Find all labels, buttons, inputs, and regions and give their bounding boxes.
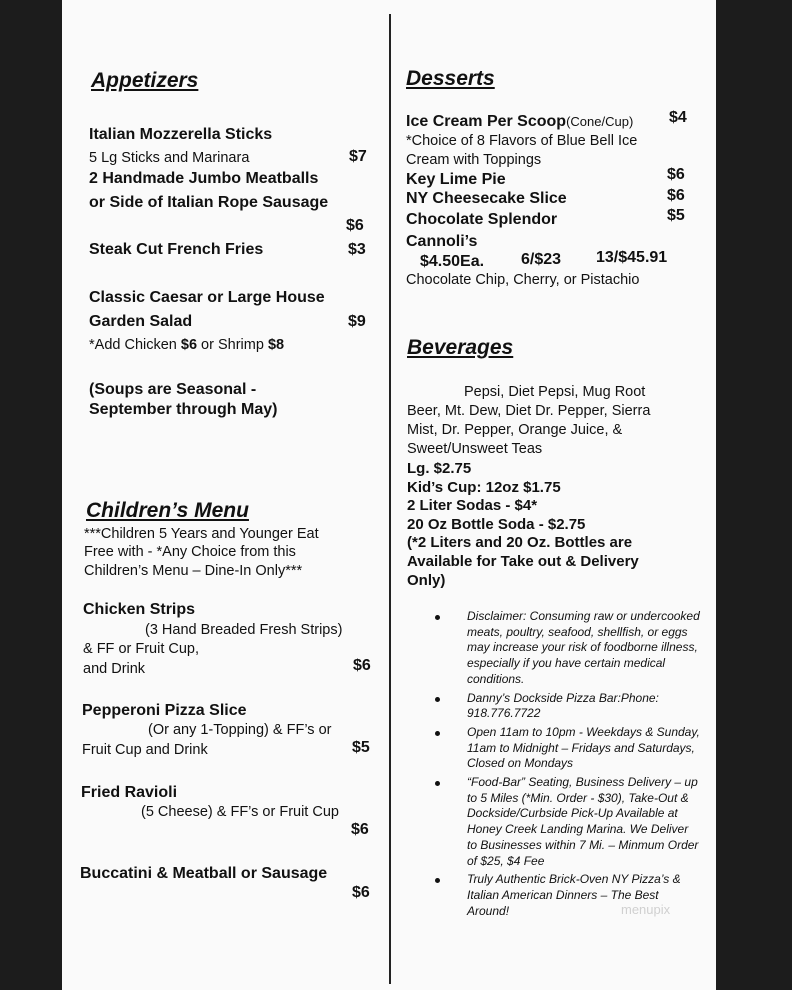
beverages-heading: Beverages: [407, 336, 514, 359]
chocolate-splendor-name: Chocolate Splendor: [406, 211, 558, 228]
salad-addons: [89, 337, 284, 353]
meatballs-price: $6: [346, 217, 364, 234]
cannoli-price-thirteen: 13/$45.91: [596, 249, 668, 266]
beverage-bottle-soda: 20 Oz Bottle Soda - $2.75: [407, 516, 586, 533]
chicken-strips-line3: and Drink: [83, 661, 146, 677]
french-fries-name: Steak Cut French Fries: [89, 241, 264, 258]
hours-text: Open 11am to 10pm - Weekdays & Sunday, 11am to Midnight – Fridays and Saturdays, Closed on Mondays: [467, 724, 700, 771]
beverages-list-line2: Beer, Mt. Dew, Diet Dr. Pepper, Sierra: [407, 403, 651, 419]
salad-line1: Classic Caesar or Large House: [89, 289, 325, 306]
meatballs-line1: 2 Handmade Jumbo Meatballs: [89, 170, 319, 187]
cannoli-price-six: 6/$23: [521, 251, 562, 268]
ice-cream-line1: *Choice of 8 Flavors of Blue Bell Ice: [406, 133, 638, 149]
mozzarella-sticks-price: $7: [349, 148, 367, 165]
beverages-list-line3: Mist, Dr. Pepper, Orange Juice, &: [407, 422, 623, 438]
beverage-note-line1: (*2 Liters and 20 Oz. Bottles are: [407, 534, 633, 551]
pepperoni-pizza-line2: Fruit Cup and Drink: [82, 742, 208, 758]
bullet-icon: [435, 878, 440, 883]
meatballs-line2: or Side of Italian Rope Sausage: [89, 194, 329, 211]
salad-addon-shrimp-price: $8: [267, 337, 285, 353]
disclaimer-list: [435, 609, 701, 922]
beverage-note-line3: Only): [407, 572, 446, 589]
salad-addon-chicken-price: $6: [180, 337, 198, 353]
soups-note-line1: (Soups are Seasonal -: [89, 381, 257, 398]
disclaimer-item: [435, 775, 701, 869]
mozzarella-sticks-name: Italian Mozzerella Sticks: [89, 126, 273, 143]
key-lime-pie-name: Key Lime Pie: [406, 171, 506, 188]
beverages-list-line4: Sweet/Unsweet Teas: [407, 441, 543, 457]
tagline-text: Truly Authentic Brick-Oven NY Pizza’s & Italian American Dinners – The Best Around!: [467, 872, 681, 918]
cannoli-flavors: Chocolate Chip, Cherry, or Pistachio: [406, 272, 640, 288]
pepperoni-pizza-line1: (Or any 1-Topping) & FF’s or: [148, 722, 332, 738]
chicken-strips-price: $6: [353, 657, 371, 674]
pepperoni-pizza-name: Pepperoni Pizza Slice: [82, 702, 247, 719]
childrens-note-line1: ***Children 5 Years and Younger Eat: [84, 526, 319, 542]
childrens-menu-heading: Children’s Menu: [86, 499, 249, 522]
bullet-icon: [435, 731, 440, 736]
buccatini-price: $6: [352, 884, 370, 901]
chicken-strips-line1: (3 Hand Breaded Fresh Strips): [145, 622, 343, 638]
ice-cream-price: $4: [669, 109, 687, 126]
phone-text: Danny’s Dockside Pizza Bar:Phone: 918.776.7722: [467, 690, 659, 721]
cannoli-name: Cannoli’s: [406, 233, 478, 250]
buccatini-name: Buccatini & Meatball or Sausage: [80, 865, 328, 882]
childrens-note-line3: Children’s Menu – Dine-In Only***: [84, 563, 303, 579]
ice-cream-line2: Cream with Toppings: [406, 152, 542, 168]
column-divider: [389, 14, 391, 984]
bullet-icon: [435, 615, 440, 620]
ice-cream-note: (Cone/Cup): [566, 114, 634, 129]
fried-ravioli-line1: (5 Cheese) & FF’s or Fruit Cup: [141, 804, 339, 820]
french-fries-price: $3: [348, 241, 366, 258]
beverage-kids-cup: Kid’s Cup: 12oz $1.75: [407, 479, 561, 496]
pepperoni-pizza-price: $5: [352, 739, 370, 756]
salad-addon-mid: or Shrimp: [197, 337, 268, 353]
ice-cream-label: Ice Cream Per Scoop: [406, 113, 567, 130]
key-lime-pie-price: $6: [667, 166, 685, 183]
desserts-heading: Desserts: [406, 67, 495, 90]
salad-price: $9: [348, 313, 366, 330]
disclaimer-item: [435, 691, 701, 722]
fried-ravioli-name: Fried Ravioli: [81, 784, 178, 801]
chicken-strips-line2: & FF or Fruit Cup,: [83, 641, 200, 657]
bullet-icon: [435, 781, 440, 786]
beverage-two-liter: 2 Liter Sodas - $4*: [407, 497, 538, 514]
watermark: menupix: [621, 902, 671, 917]
disclaimer-item: [435, 725, 701, 772]
childrens-note-line2: Free with - *Any Choice from this: [84, 544, 296, 560]
chocolate-splendor-price: $5: [667, 207, 685, 224]
beverages-list-line1: Pepsi, Diet Pepsi, Mug Root: [464, 384, 646, 400]
ny-cheesecake-price: $6: [667, 187, 685, 204]
menu-page: [62, 0, 716, 990]
beverage-large-price: Lg. $2.75: [407, 460, 472, 477]
disclaimer-text: Disclaimer: Consuming raw or undercooked meats, poultry, seafood, shellfish, or eggs may increase your risk of foodborne illness, especially if you have certain medical conditions.: [467, 609, 700, 686]
chicken-strips-name: Chicken Strips: [83, 601, 196, 618]
ice-cream-name: [406, 113, 633, 131]
mozzarella-sticks-desc: 5 Lg Sticks and Marinara: [89, 150, 250, 166]
disclaimer-item: [435, 609, 701, 688]
appetizers-heading: Appetizers: [91, 69, 199, 92]
soups-note-line2: September through May): [89, 401, 278, 418]
fried-ravioli-price: $6: [351, 821, 369, 838]
ny-cheesecake-name: NY Cheesecake Slice: [406, 190, 567, 207]
salad-line2: Garden Salad: [89, 313, 193, 330]
salad-addon-prefix: *Add Chicken: [89, 337, 181, 353]
cannoli-price-each: $4.50Ea.: [420, 253, 485, 270]
beverage-note-line2: Available for Take out & Delivery: [407, 553, 639, 570]
delivery-text: “Food-Bar” Seating, Business Delivery – up to 5 Miles (*Min. Order - $30), Take-Out & Dockside/Curbside Pick-Up Available at Honey Creek Landing Marina. We Deliver to Businesses within 7 Mi. – Minmum Order of $25, $4 Fee: [467, 775, 699, 868]
bullet-icon: [435, 697, 440, 702]
